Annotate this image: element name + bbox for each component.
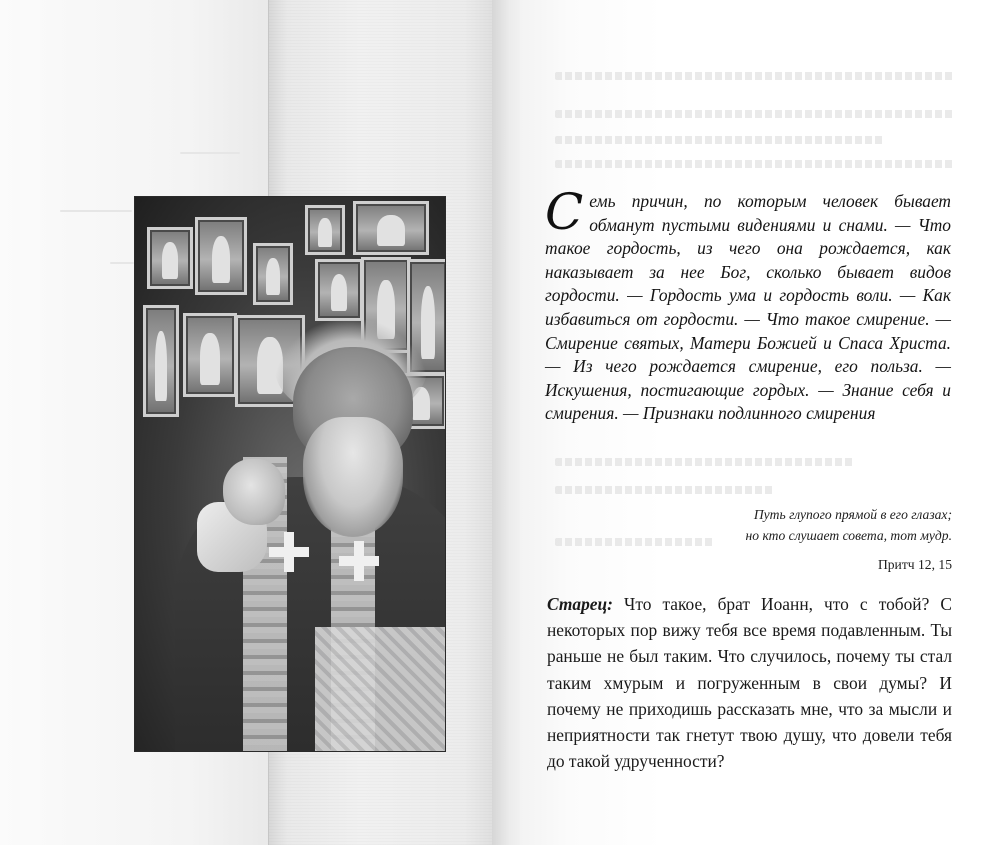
show-through-text (555, 72, 955, 80)
chapter-summary-text: емь причин, по которым человек бывает обманут пустыми видениями и снами. — Что такое гордость, из чего она рождается, как наказывает за нее Бог, сколько бывает видов гордости. — Гордость ума и гордость воли. — Как избавиться от гордости. — Что такое смирение. — Смирение святых, Матери Божией и Спаса Христа. — Из чего рождается смирение, его польза. — Искушения, постигающие гордых. — Знание себя и смирения. — Признаки подлинного смирения (545, 191, 951, 424)
show-through-text (555, 486, 775, 494)
icon-image (195, 217, 247, 295)
icon-image (305, 205, 345, 255)
cross-icon (339, 541, 379, 581)
epigraph-line-1: Путь глупого прямой в его глазах; (753, 507, 952, 522)
epigraph-line-2: но кто слушает совета, тот мудр. (745, 527, 952, 543)
show-through-text (555, 160, 955, 168)
table-cloth (315, 627, 446, 752)
bleed-through-line (110, 262, 134, 264)
bleed-through-line (180, 152, 240, 154)
dialogue-text: Что такое, брат Иоанн, что с тобой? С некоторых пор вижу тебя все время подавленным. Ты раньше не был таким. Что случилось, почему ты стал таким хмурым и погруженным в свои думы? И почему не приходишь рассказать мне, что за мысли и неприятности так гнетут твою душу, что довели тебя до такой удрученности? (547, 594, 952, 772)
elder-hand (223, 459, 285, 525)
drop-cap: С (545, 183, 584, 241)
icon-image (253, 243, 293, 305)
icon-image (147, 227, 193, 289)
epigraph (610, 505, 952, 546)
show-through-text (555, 458, 855, 466)
epigraph-source: Притч 12, 15 (877, 557, 952, 572)
icon-image (353, 201, 429, 255)
speaker-label: Старец: (547, 594, 613, 614)
icon-image (143, 305, 179, 417)
elder-beard (303, 417, 403, 537)
dialogue-paragraph (547, 591, 952, 774)
bleed-through-line (60, 210, 132, 212)
elder-photo (134, 196, 446, 752)
cross-icon (269, 532, 309, 572)
icon-image (183, 313, 237, 397)
chapter-summary (545, 183, 951, 426)
show-through-text (555, 136, 885, 144)
show-through-text (555, 110, 955, 118)
icon-image (315, 259, 363, 321)
